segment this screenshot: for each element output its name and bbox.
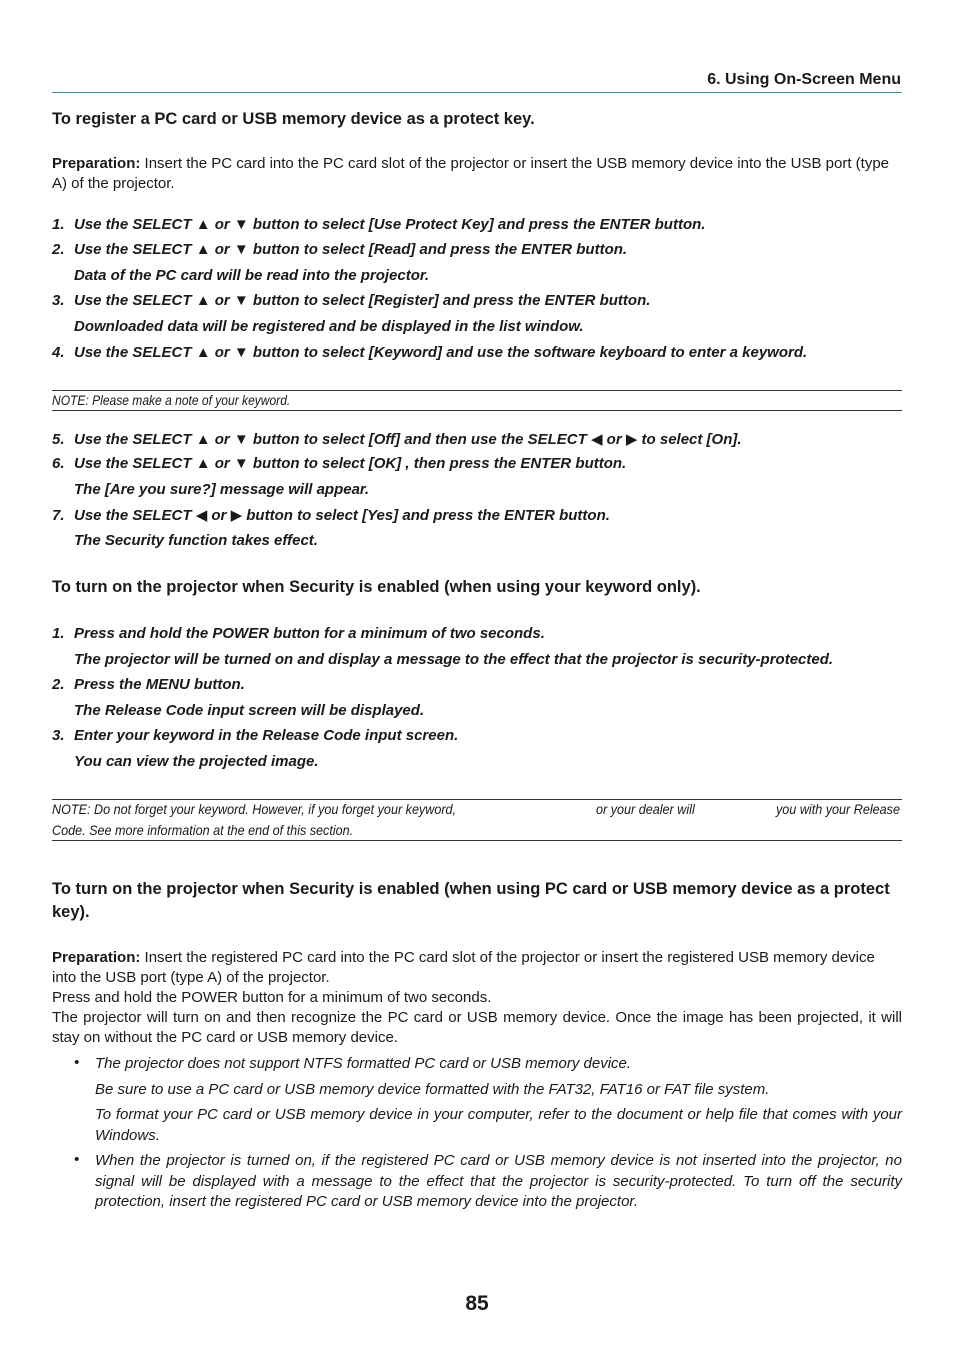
section1-preparation bbox=[52, 154, 902, 194]
step-item: 5. Use the SELECT ▲ or ▼ button to select [Off] and then use the SELECT ◀ or ▶ to select [On]. bbox=[52, 431, 742, 448]
note-rule-top bbox=[52, 799, 902, 800]
header-rule bbox=[52, 92, 902, 93]
section3-line-recognize: The projector will turn on and then recognize the PC card or USB memory device. Once the image has been projected, it will stay on without the PC card or USB memory device. bbox=[52, 1009, 902, 1046]
prep-text: Insert the PC card into the PC card slot of the projector or insert the USB memory device into the USB port (type A) of the projector. bbox=[52, 155, 890, 192]
note-rule-bottom bbox=[52, 410, 902, 411]
note-rule-top bbox=[52, 390, 902, 391]
step-item: 2. Use the SELECT ▲ or ▼ button to select [Read] and press the ENTER button. bbox=[52, 241, 628, 258]
section-header-title: 6. Using On-Screen Menu bbox=[707, 71, 901, 88]
step-subtext: Data of the PC card will be read into the projector. bbox=[74, 267, 430, 284]
note-forget-keyword-line2: Code. See more information at the end of this section. bbox=[52, 822, 354, 838]
section3-heading: To turn on the projector when Security is enabled (when using PC card or USB memory device as a protect key). bbox=[52, 880, 890, 921]
bullet-fat-format: Be sure to use a PC card or USB memory device formatted with the FAT32, FAT16 or FAT file system. bbox=[95, 1081, 770, 1098]
step-item: 3. Use the SELECT ▲ or ▼ button to select [Register] and press the ENTER button. bbox=[52, 292, 651, 309]
step-item: 6. Use the SELECT ▲ or ▼ button to select [OK] , then press the ENTER button. bbox=[52, 455, 627, 472]
step-item: 1. Press and hold the POWER button for a minimum of two seconds. bbox=[52, 625, 545, 642]
step-subtext: Downloaded data will be registered and be displayed in the list window. bbox=[74, 318, 584, 335]
step-item: 2. Press the MENU button. bbox=[52, 676, 245, 693]
section2-heading: To turn on the projector when Security is enabled (when using your keyword only). bbox=[52, 578, 701, 596]
step-subtext: The projector will be turned on and display a message to the effect that the projector is security-protected. bbox=[74, 651, 834, 668]
prep-label: Preparation: bbox=[52, 949, 141, 966]
note-forget-keyword-part3: you with your Release bbox=[776, 801, 900, 817]
note-forget-keyword-part1: NOTE: Do not forget your keyword. However, if you forget your keyword, bbox=[52, 801, 457, 817]
prep-text: Insert the registered PC card into the PC card slot of the projector or insert the registered USB memory device into the USB port (type A) of the projector. bbox=[52, 949, 875, 986]
note-forget-keyword-part2: or your dealer will bbox=[596, 801, 695, 817]
bullet-marker: • bbox=[74, 1054, 80, 1071]
step-item: 7. Use the SELECT ◀ or ▶ button to select [Yes] and press the ENTER button. bbox=[52, 507, 610, 524]
step-item: 1. Use the SELECT ▲ or ▼ button to select [Use Protect Key] and press the ENTER button. bbox=[52, 216, 706, 233]
bullet-format-help: To format your PC card or USB memory device in your computer, refer to the document or help file that comes with your Windows. bbox=[95, 1106, 902, 1144]
step-item: 3. Enter your keyword in the Release Code input screen. bbox=[52, 727, 459, 744]
bullet-no-signal: When the projector is turned on, if the registered PC card or USB memory device is not inserted into the projector, no signal will be displayed with a message to the effect that the projector is security-protected. To turn off the security protection, insert the registered PC card or USB memory device into the projector. bbox=[95, 1152, 902, 1210]
page-number: 85 bbox=[465, 1292, 489, 1315]
prep-label: Preparation: bbox=[52, 155, 141, 172]
step-subtext: The Release Code input screen will be displayed. bbox=[74, 702, 425, 719]
section3-line-power: Press and hold the POWER button for a minimum of two seconds. bbox=[52, 989, 492, 1006]
note-keyword: NOTE: Please make a note of your keyword. bbox=[52, 392, 291, 408]
note-rule-bottom bbox=[52, 840, 902, 841]
bullet-ntfs: The projector does not support NTFS formatted PC card or USB memory device. bbox=[95, 1055, 632, 1072]
section1-heading: To register a PC card or USB memory device as a protect key. bbox=[52, 110, 535, 128]
step-subtext: The Security function takes effect. bbox=[74, 532, 318, 549]
section3-preparation bbox=[52, 948, 902, 988]
step-subtext: You can view the projected image. bbox=[74, 753, 319, 770]
bullet-marker: • bbox=[74, 1151, 80, 1168]
step-subtext: The [Are you sure?] message will appear. bbox=[74, 481, 370, 498]
step-item: 4. Use the SELECT ▲ or ▼ button to select [Keyword] and use the software keyboard to enter a keyword. bbox=[52, 344, 808, 361]
